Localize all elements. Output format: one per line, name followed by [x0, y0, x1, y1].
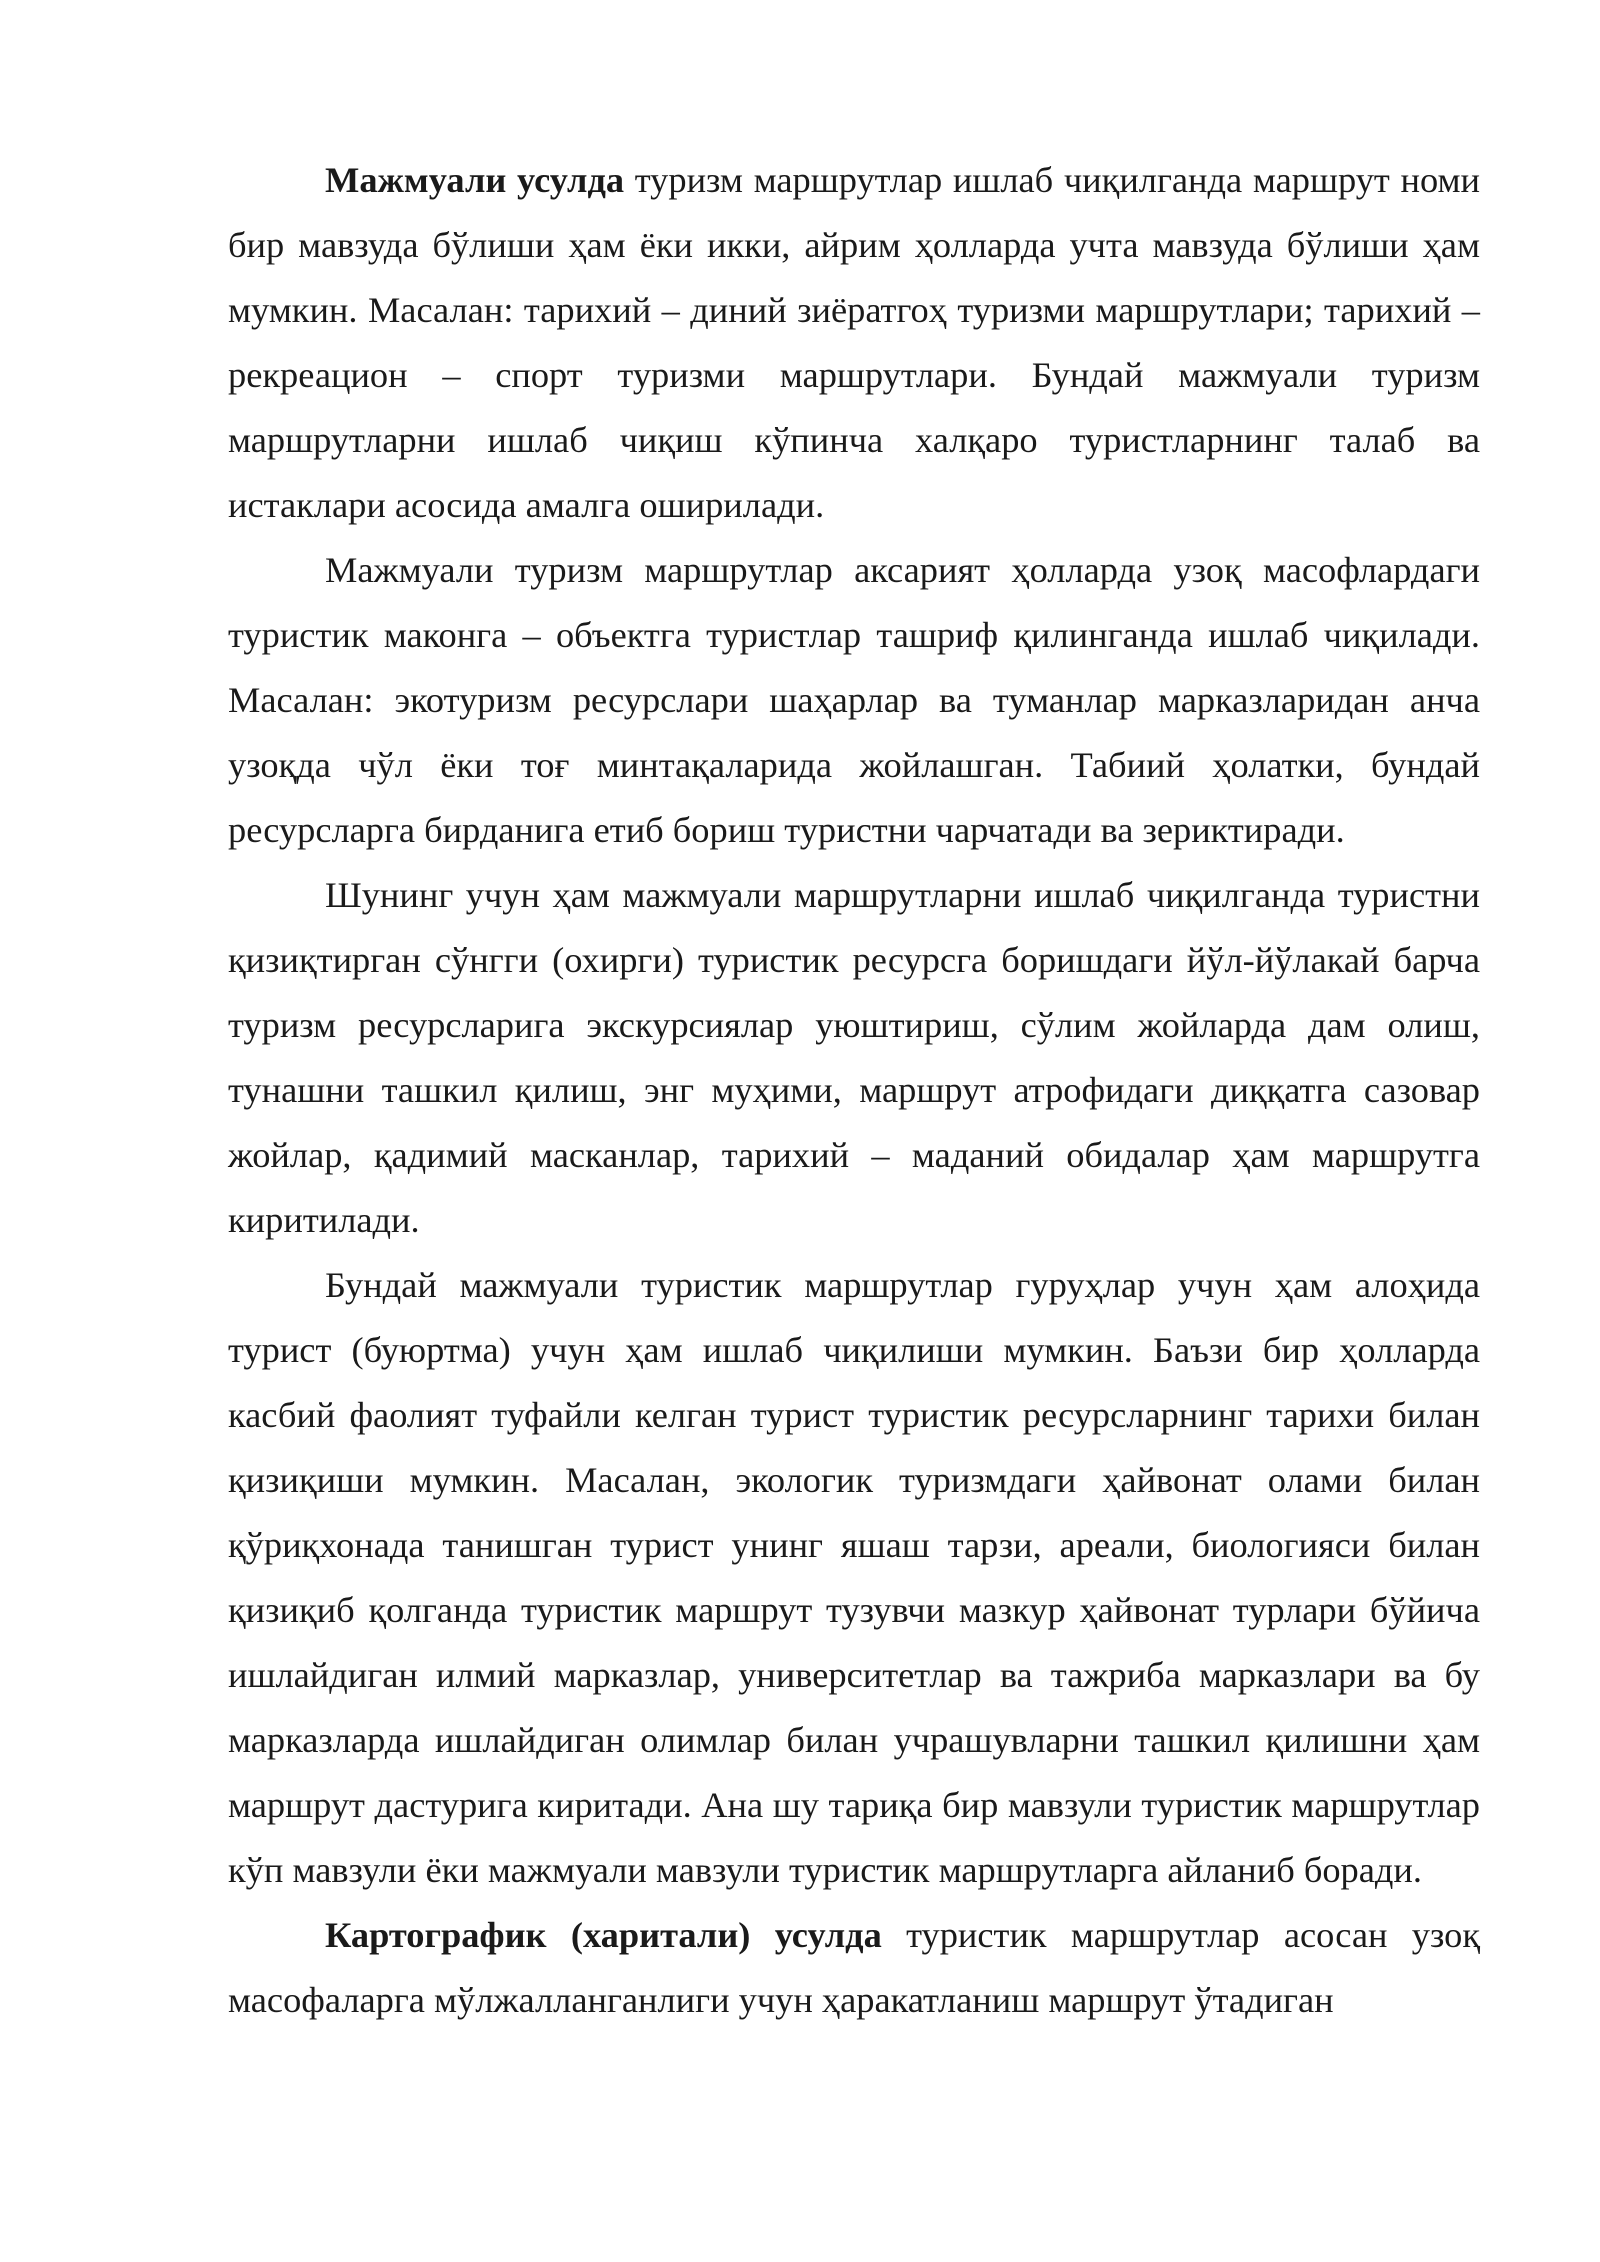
- paragraph-2-text: Мажмуали туризм маршрутлар аксарият ҳолларда узоқ масофлардаги туристик маконга – объектга туристлар ташриф қилинганда ишлаб чиқилади. Масалан: экотуризм ресурслари шаҳарлар ва туманлар марказларидан анча узоқда чўл ёки тоғ минтақаларида жойлашган. Табиий ҳолатки, бундай ресурсларга бирданига етиб бориш туристни чарчатади ва зериктиради.: [228, 550, 1480, 850]
- paragraph-5: [228, 1903, 1480, 2033]
- bold-term-cartographic-method: Картографик (харитали) усулда: [325, 1915, 882, 1955]
- paragraph-3: [228, 863, 1480, 1253]
- bold-term-complex-method: Мажмуали усулда: [325, 160, 625, 200]
- paragraph-1-text: туризм маршрутлар ишлаб чиқилганда маршрут номи бир мавзуда бўлиши ҳам ёки икки, айрим ҳолларда учта мавзуда бўлиши ҳам мумкин. Масалан: тарихий – диний зиёратгоҳ туризми маршрутлари; тарихий – рекреацион – спорт туризми маршрутлари. Бундай мажмуали туризм маршрутларни ишлаб чиқиш кўпинча халқаро туристларнинг талаб ва истаклари асосида амалга оширилади.: [228, 160, 1480, 525]
- document-page: [228, 148, 1480, 2033]
- paragraph-4: [228, 1253, 1480, 1903]
- paragraph-2: [228, 538, 1480, 863]
- paragraph-4-text: Бундай мажмуали туристик маршрутлар гуруҳлар учун ҳам алоҳида турист (буюртма) учун ҳам ишлаб чиқилиши мумкин. Баъзи бир ҳолларда касбий фаолият туфайли келган турист туристик ресурсларнинг тарихи билан қизиқиши мумкин. Масалан, экологик туризмдаги ҳайвонат олами билан қўриқхонада танишган турист унинг яшаш тарзи, ареали, биологияси билан қизиқиб қолганда туристик маршрут тузувчи мазкур ҳайвонат турлари бўйича ишлайдиган илмий марказлар, университетлар ва тажриба марказлари ва бу марказларда ишлайдиган олимлар билан учрашувларни ташкил қилишни ҳам маршрут дастурига киритади. Ана шу тариқа бир мавзули туристик маршрутлар кўп мавзули ёки мажмуали мавзули туристик маршрутларга айланиб боради.: [228, 1265, 1480, 1890]
- paragraph-1: [228, 148, 1480, 538]
- paragraph-3-text: Шунинг учун ҳам мажмуали маршрутларни ишлаб чиқилганда туристни қизиқтирган сўнгги (охирги) туристик ресурсга боришдаги йўл-йўлакай барча туризм ресурсларига экскурсиялар уюштириш, сўлим жойларда дам олиш, тунашни ташкил қилиш, энг муҳими, маршрут атрофидаги диққатга сазовар жойлар, қадимий масканлар, тарихий – маданий обидалар ҳам маршрутга киритилади.: [228, 875, 1480, 1240]
- paragraph-5-text: туристик маршрутлар асосан узоқ масофаларга мўлжалланганлиги учун ҳаракатланиш маршрут ўтадиган: [228, 1915, 1480, 2020]
